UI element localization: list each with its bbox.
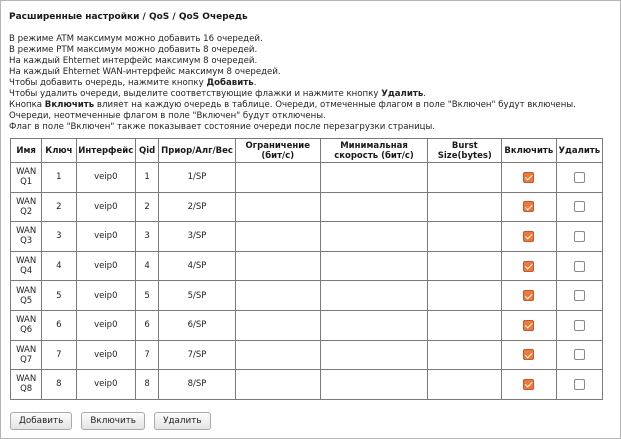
cell-prio: 5/SP [159,281,236,311]
header-remove: Удалить [556,139,602,163]
desc-line-atm: В режиме ATM максимум можно добавить 16 очередей. [9,34,263,44]
cell-limit [235,192,320,222]
cell-remove [556,163,602,193]
cell-name: WAN Q8 [11,370,42,400]
cell-prio: 2/SP [159,192,236,222]
remove-checkbox[interactable] [574,261,585,272]
cell-burst [428,163,502,193]
desc-line-flag: Флаг в поле "Включен" также показывает состояние очереди после перезагрузки страницы. [9,122,436,132]
header-minrate: Минимальная скорость (бит/с) [320,139,428,163]
table-row [11,163,603,193]
header-enable: Включить [502,139,556,163]
header-interface: Интерфейс [76,139,136,163]
remove-checkbox[interactable] [574,379,585,390]
cell-enable [502,251,556,281]
cell-qid: 5 [136,281,159,311]
cell-interface: veip0 [76,222,136,252]
remove-checkbox[interactable] [574,172,585,183]
cell-interface: veip0 [76,370,136,400]
cell-qid: 8 [136,370,159,400]
cell-key: 7 [42,340,76,370]
cell-burst [428,251,502,281]
header-limit: Ограничение (бит/с) [235,139,320,163]
cell-key: 2 [42,192,76,222]
cell-limit [235,163,320,193]
cell-name: WAN Q2 [11,192,42,222]
cell-minrate [320,192,428,222]
cell-name: WAN Q6 [11,310,42,340]
enable-checkbox[interactable] [523,349,534,360]
cell-key: 8 [42,370,76,400]
cell-enable [502,340,556,370]
cell-interface: veip0 [76,163,136,193]
cell-interface: veip0 [76,192,136,222]
cell-qid: 3 [136,222,159,252]
cell-burst [428,222,502,252]
cell-prio: 6/SP [159,310,236,340]
desc-line-ethernet: На каждый Ehternet интерфейс максимум 8 очередей. [9,56,258,66]
cell-interface: veip0 [76,281,136,311]
remove-checkbox[interactable] [574,349,585,360]
cell-key: 5 [42,281,76,311]
cell-enable [502,163,556,193]
header-name: Имя [11,139,42,163]
enable-checkbox[interactable] [523,290,534,301]
cell-key: 3 [42,222,76,252]
enable-checkbox[interactable] [523,379,534,390]
delete-button[interactable]: Удалить [154,412,210,430]
cell-limit [235,281,320,311]
cell-interface: veip0 [76,251,136,281]
cell-minrate [320,281,428,311]
cell-qid: 1 [136,163,159,193]
qos-queue-table [10,138,603,400]
table-row [11,192,603,222]
header-key: Ключ [42,139,76,163]
cell-qid: 7 [136,340,159,370]
cell-key: 6 [42,310,76,340]
cell-qid: 4 [136,251,159,281]
cell-name: WAN Q4 [11,251,42,281]
cell-qid: 2 [136,192,159,222]
cell-interface: veip0 [76,310,136,340]
cell-name: WAN Q5 [11,281,42,311]
cell-remove [556,370,602,400]
cell-prio: 1/SP [159,163,236,193]
cell-remove [556,251,602,281]
cell-burst [428,281,502,311]
desc-line-ptm: В режиме PTM максимум можно добавить 8 очередей. [9,45,258,55]
cell-burst [428,340,502,370]
cell-minrate [320,222,428,252]
remove-checkbox[interactable] [574,290,585,301]
remove-checkbox[interactable] [574,231,585,242]
table-row [11,340,603,370]
action-buttons [10,408,215,430]
cell-name: WAN Q7 [11,340,42,370]
enable-button[interactable]: Включить [81,412,145,430]
cell-burst [428,310,502,340]
cell-name: WAN Q1 [11,163,42,193]
enable-checkbox[interactable] [523,172,534,183]
cell-limit [235,222,320,252]
cell-enable [502,222,556,252]
description [9,34,609,133]
cell-key: 1 [42,163,76,193]
enable-checkbox[interactable] [523,231,534,242]
cell-interface: veip0 [76,340,136,370]
cell-limit [235,251,320,281]
header-prio: Приор/Алг/Вес [159,139,236,163]
cell-enable [502,281,556,311]
enable-checkbox[interactable] [523,261,534,272]
table-row [11,281,603,311]
remove-checkbox[interactable] [574,320,585,331]
page-title: Расширенные настройки / QoS / QoS Очередь [9,12,248,22]
table-header-row [11,139,603,163]
enable-checkbox[interactable] [523,201,534,212]
cell-remove [556,340,602,370]
table-row [11,370,603,400]
cell-minrate [320,340,428,370]
header-burst: Burst Size(bytes) [428,139,502,163]
cell-prio: 3/SP [159,222,236,252]
add-button[interactable]: Добавить [10,412,72,430]
cell-limit [235,340,320,370]
cell-remove [556,281,602,311]
cell-minrate [320,251,428,281]
table-row [11,251,603,281]
desc-line-enable: Кнопка Включить влияет на каждую очередь в таблице. Очереди, отмеченные флагом в поле "Включен" будут включены. Очереди, неотмеченные флагом в поле "Включен" будут отключены. [9,100,576,121]
header-qid: Qid [136,139,159,163]
cell-burst [428,192,502,222]
enable-checkbox[interactable] [523,320,534,331]
cell-minrate [320,163,428,193]
desc-line-add: Чтобы добавить очередь, нажмите кнопку Добавить. [9,78,257,88]
desc-line-ethernet-wan: На каждый Ehternet WAN-интерфейс максимум 8 очередей. [9,67,281,77]
desc-line-delete: Чтобы удалить очереди, выделите соответствующие флажки и нажмите кнопку Удалить. [9,89,427,99]
cell-remove [556,310,602,340]
cell-name: WAN Q3 [11,222,42,252]
cell-prio: 7/SP [159,340,236,370]
cell-enable [502,310,556,340]
cell-prio: 8/SP [159,370,236,400]
cell-qid: 6 [136,310,159,340]
cell-minrate [320,310,428,340]
cell-minrate [320,370,428,400]
cell-key: 4 [42,251,76,281]
remove-checkbox[interactable] [574,201,585,212]
cell-limit [235,370,320,400]
table-row [11,222,603,252]
table-row [11,310,603,340]
cell-limit [235,310,320,340]
cell-remove [556,222,602,252]
cell-prio: 4/SP [159,251,236,281]
cell-remove [556,192,602,222]
cell-burst [428,370,502,400]
cell-enable [502,192,556,222]
cell-enable [502,370,556,400]
